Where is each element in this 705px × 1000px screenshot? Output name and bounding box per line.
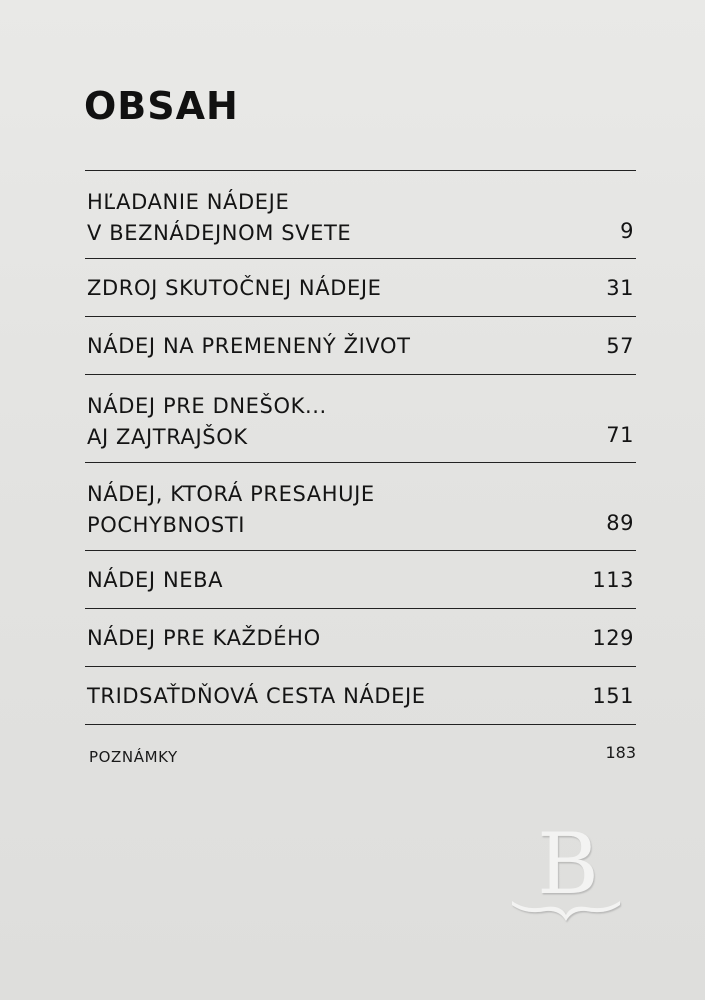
toc-notes-entry[interactable]	[85, 725, 636, 785]
toc-entry-page: 89	[606, 511, 634, 535]
toc-entry[interactable]	[85, 375, 636, 463]
page-title: OBSAH	[84, 84, 239, 128]
toc-entry[interactable]	[85, 551, 636, 609]
toc-entry-title: NÁDEJ, KTORÁ PRESAHUJE POCHYBNOSTI	[87, 482, 375, 537]
toc-entry-title: HĽADANIE NÁDEJE V BEZNÁDEJNOM SVETE	[87, 190, 352, 245]
toc-entry-title: NÁDEJ PRE KAŽDÉHO	[87, 626, 321, 650]
toc-entry-page: 9	[620, 219, 634, 243]
toc-entry-page: 129	[592, 626, 634, 650]
toc-entry-title: NÁDEJ PRE DNEŠOK... AJ ZAJTRAJŠOK	[87, 394, 327, 449]
toc-entry-title: ZDROJ SKUTOČNEJ NÁDEJE	[87, 276, 382, 300]
toc-entry-title: NÁDEJ NA PREMENENÝ ŽIVOT	[87, 334, 411, 358]
toc-entry[interactable]	[85, 259, 636, 317]
logo-letter: B	[537, 815, 599, 913]
toc-entry-page: 113	[592, 568, 634, 592]
toc-entry-title: NÁDEJ NEBA	[87, 568, 224, 592]
toc-entry[interactable]	[85, 667, 636, 725]
toc-entry-page: 151	[592, 684, 634, 708]
toc-notes-title: POZNÁMKY	[89, 748, 178, 766]
toc-entry-title: TRIDSAŤDŇOVÁ CESTA NÁDEJE	[87, 684, 426, 708]
toc-entry[interactable]	[85, 317, 636, 375]
publisher-logo-icon	[506, 815, 626, 925]
toc-entry-page: 71	[606, 423, 634, 447]
toc-entry-page: 57	[606, 334, 634, 358]
table-of-contents	[85, 170, 636, 785]
toc-entry[interactable]	[85, 171, 636, 259]
toc-entry[interactable]	[85, 463, 636, 551]
toc-entry[interactable]	[85, 609, 636, 667]
toc-entry-page: 31	[606, 276, 634, 300]
toc-notes-page: 183	[605, 743, 636, 762]
